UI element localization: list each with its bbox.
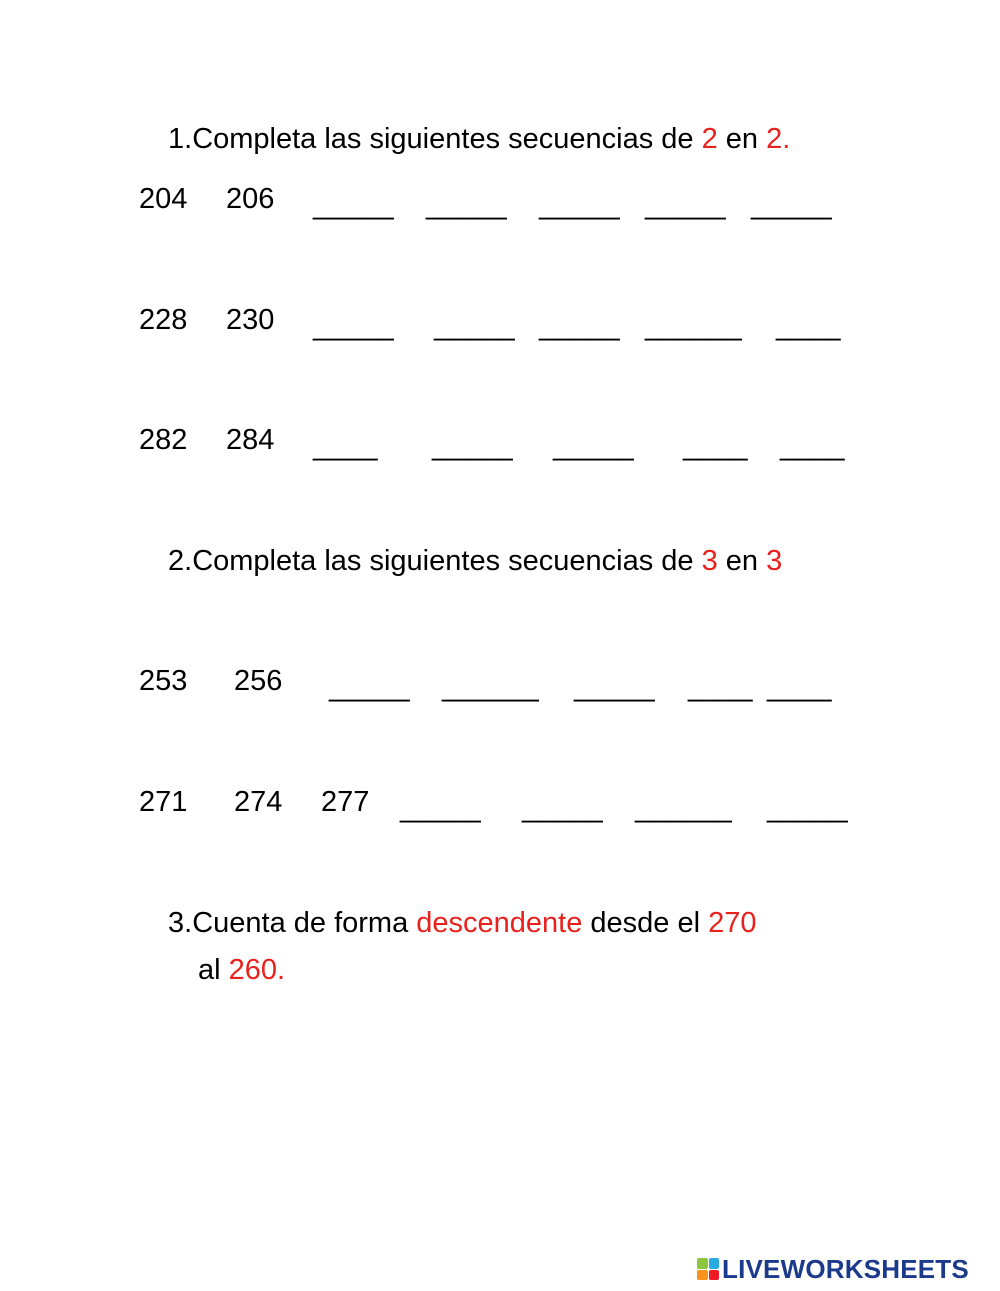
answer-blank[interactable]: _____ bbox=[313, 310, 394, 342]
liveworksheets-logo bbox=[697, 1254, 969, 1284]
highlight-number: 270 bbox=[708, 907, 757, 939]
answer-blank[interactable]: _____ bbox=[522, 792, 603, 824]
sequence-number: 206 bbox=[226, 183, 275, 215]
logo-text: LIVEWORKSHEETS bbox=[722, 1253, 969, 1284]
answer-blank[interactable]: ____ bbox=[683, 430, 748, 462]
answer-blank[interactable]: ______ bbox=[635, 792, 732, 824]
sequence-number: 277 bbox=[321, 786, 370, 818]
answer-blank[interactable]: _____ bbox=[574, 671, 655, 703]
highlight-number: 3 bbox=[701, 545, 718, 577]
answer-blank[interactable]: _____ bbox=[432, 430, 513, 462]
answer-blank[interactable]: _____ bbox=[553, 430, 634, 462]
answer-blank[interactable]: _____ bbox=[426, 189, 507, 221]
highlight-number: 2 bbox=[701, 123, 718, 155]
question-2-heading bbox=[168, 543, 782, 579]
answer-blank[interactable]: _____ bbox=[434, 310, 515, 342]
sequence-number: 256 bbox=[234, 665, 283, 697]
highlight-number: 3 bbox=[766, 545, 783, 577]
sequence-number: 274 bbox=[234, 786, 283, 818]
answer-blank[interactable]: ____ bbox=[776, 310, 841, 342]
answer-blank[interactable]: _____ bbox=[539, 189, 620, 221]
answer-blank[interactable]: _____ bbox=[645, 189, 726, 221]
sequence-number: 284 bbox=[226, 424, 275, 456]
question-3-heading bbox=[168, 905, 757, 941]
question-text: Cuenta de forma bbox=[192, 907, 417, 939]
question-number: 1. bbox=[168, 123, 193, 155]
question-text: Completa las siguientes secuencias de bbox=[192, 123, 702, 155]
answer-blank[interactable]: ____ bbox=[688, 671, 753, 703]
sequence-number: 228 bbox=[139, 304, 188, 336]
sequence-number: 271 bbox=[139, 786, 188, 818]
answer-blank[interactable]: _____ bbox=[400, 792, 481, 824]
sequence-number: 204 bbox=[139, 183, 188, 215]
answer-blank[interactable]: _____ bbox=[313, 189, 394, 221]
sequence-number: 253 bbox=[139, 665, 188, 697]
question-text: en bbox=[717, 545, 767, 577]
question-text: en bbox=[717, 123, 767, 155]
question-1-heading bbox=[168, 121, 790, 157]
question-number: 3. bbox=[168, 907, 193, 939]
highlight-number: 2. bbox=[766, 123, 791, 155]
answer-blank[interactable]: ____ bbox=[313, 430, 378, 462]
question-number: 2. bbox=[168, 545, 193, 577]
answer-blank[interactable]: _____ bbox=[751, 189, 832, 221]
question-text: desde el bbox=[582, 907, 709, 939]
answer-blank[interactable]: ______ bbox=[442, 671, 539, 703]
highlight-number: 260. bbox=[228, 954, 286, 986]
answer-blank[interactable]: _____ bbox=[329, 671, 410, 703]
highlight-word: descendente bbox=[416, 907, 583, 939]
answer-blank[interactable]: ____ bbox=[780, 430, 845, 462]
answer-blank[interactable]: ______ bbox=[645, 310, 742, 342]
answer-blank[interactable]: _____ bbox=[767, 792, 848, 824]
answer-blank[interactable]: _____ bbox=[539, 310, 620, 342]
liveworksheets-logo-icon bbox=[697, 1258, 719, 1280]
sequence-number: 230 bbox=[226, 304, 275, 336]
sequence-number: 282 bbox=[139, 424, 188, 456]
question-text: al bbox=[198, 954, 229, 986]
answer-blank[interactable]: ____ bbox=[767, 671, 832, 703]
question-text: Completa las siguientes secuencias de bbox=[192, 545, 702, 577]
question-3-continuation bbox=[198, 952, 285, 988]
